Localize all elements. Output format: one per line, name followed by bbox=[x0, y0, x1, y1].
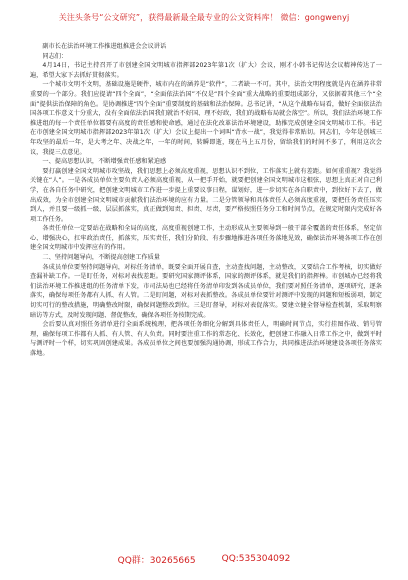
footer-qq-group: QQ群：30265665 bbox=[117, 555, 196, 566]
section-heading: 一、提高思想认识，不断增强责任感和紧迫感 bbox=[42, 158, 167, 166]
document-page bbox=[30, 42, 382, 542]
paragraph: 要打赢创建全国文明城市攻坚战，我们思想上必须高度重视，思想认识不到位，工作落实上就有差距。如何重重视？我觉得关键在“人”。一是各成员单位主要负责人必须高度重视，从一把手开始，就要把创建全国文明城市这根弦，思想上真正对自己利学，在各自任务中研究，把创建文明城市工作进一步提上重要议事日程，谋划好，进一步切实在各自职责中，到位好下去了，做出成效，为全市创建全国文明城市贡献我们法治环境的应有力量。二是分管领导和具体责任人必须高度重视，要把任务责任压实到人，并且要一级抓一级、层层抓落实，真正做到知责、担责、尽责，要严格按照任务分工和时间节点，在规定时限内完成好各项工作任务。 bbox=[30, 167, 382, 223]
footer-qq: QQ:535304092 bbox=[221, 554, 291, 564]
header-banner bbox=[0, 0, 408, 34]
salutation: 同志们： bbox=[42, 52, 68, 60]
paragraph: 一个城市文明不文明，基础设施是硬件，城市内在的涵养是“软件”，二者缺一不可。其中，法治文明程度就是内在涵养非常重要的一个部分。我们应提请“四个全面”，“全面依法治国”不仅是“四个全面”重大战略的重要组成部分，又依据着其他三个“全面”提供法治保障的角色。是协调推进“四个全面”重要制度的基础和法治保障。总书记讲，“从这个战略布局看，做好全面依法治国各项工作意义十分重大，没有全面依法治国我们就治不好国、理不好政，我们的战略布局就会落空”。所以，我们法治环境工作推进组的每一个责任单位都要有高度的责任感和使命感，通过在法化改革法治环境建设，助推完成创建全国文明城市工作。书记在市创建全国文明城市指挥部2023年第1次（扩大）会议上提出一个词叫“背水一战”，我觉得非常贴切。同志们，今年是创城三年攻坚的最后一年，是大考之年、决战之年，一年的时间，转瞬即逝，现在马上五月份，留给我们的时间不多了，利用这次会议，我提三点意见。 bbox=[30, 81, 382, 156]
document-title: 副市长在法治环境工作推进组推进会会议讲话 bbox=[42, 43, 167, 50]
footer bbox=[0, 548, 408, 570]
banner-text: 关注头条号“公文研究”，获得最新最全最专业的公文资料库！ 微信：gongwenyj bbox=[58, 12, 350, 22]
section-heading: 二、坚持问题导向，不断提高创建工作质量 bbox=[42, 254, 160, 262]
paragraph: 各成员单位要坚持问题导向，对标任务清单，既要全面开展自查，主动查找问题，主动整改，又要结合工作考核，切实做好查漏补缺工作。一是盯任务，对标对表找差距。要研究国家测评体系，国家的测评体系，就是我们的指挥棒。市创城办已经将我们法治环境工作推进组的任务清单下发，市司法局也已经将任务清单印发到各成员单位，我们要对照任务清单，逐项研究，逐条落实，确保每项任务都有人抓、有人管。二是盯问题，对标对表抓整改。各成员单位要针对测评中发现的问题和短板弱项，制定切实可行的整改措施，明确整改时限，确保问题整改到位。三是盯督导，对标对表促落实。要建立健全督导检查机制，采取明察暗访等方式，及时发现问题、督促整改，确保各项任务按期完成。 bbox=[30, 263, 382, 319]
paragraph: 4月14日，书记主持召开了市创建全国文明城市指挥部2023年第1次（扩大）会议，刚才小韩书记传达会议精神传达了一遍，希望大家下去抓好贯彻落实。 bbox=[30, 62, 382, 79]
paragraph: 各责任单位一定要站在战略和全局的高度，高度重视创建工作，主动形成从主要领导到一般干部全覆盖的责任体系，坚定信心、增强决心，扛牢政治责任，抓落实，压实责任，我们分阶段、有步骤地推进各项任务落地见效，确保法治环境各项工作在创建全国文明城市中发挥应有的作用。 bbox=[30, 225, 382, 252]
paragraph: 会后要认真对照任务清单进行全面系统梳理，把各项任务细化分解到具体责任人，明确时间节点，实行挂图作战、销号管理，确保每项工作都有人抓、有人管、有人负责。同时要注重工作的常态化、长效化，把创建工作融入日常工作之中，做到平时与测评时一个样，切实巩固创建成果。各成员单位之间也要加强沟通协调，形成工作合力，共同推进法治环境建设各项任务落实落地。 bbox=[30, 321, 382, 357]
